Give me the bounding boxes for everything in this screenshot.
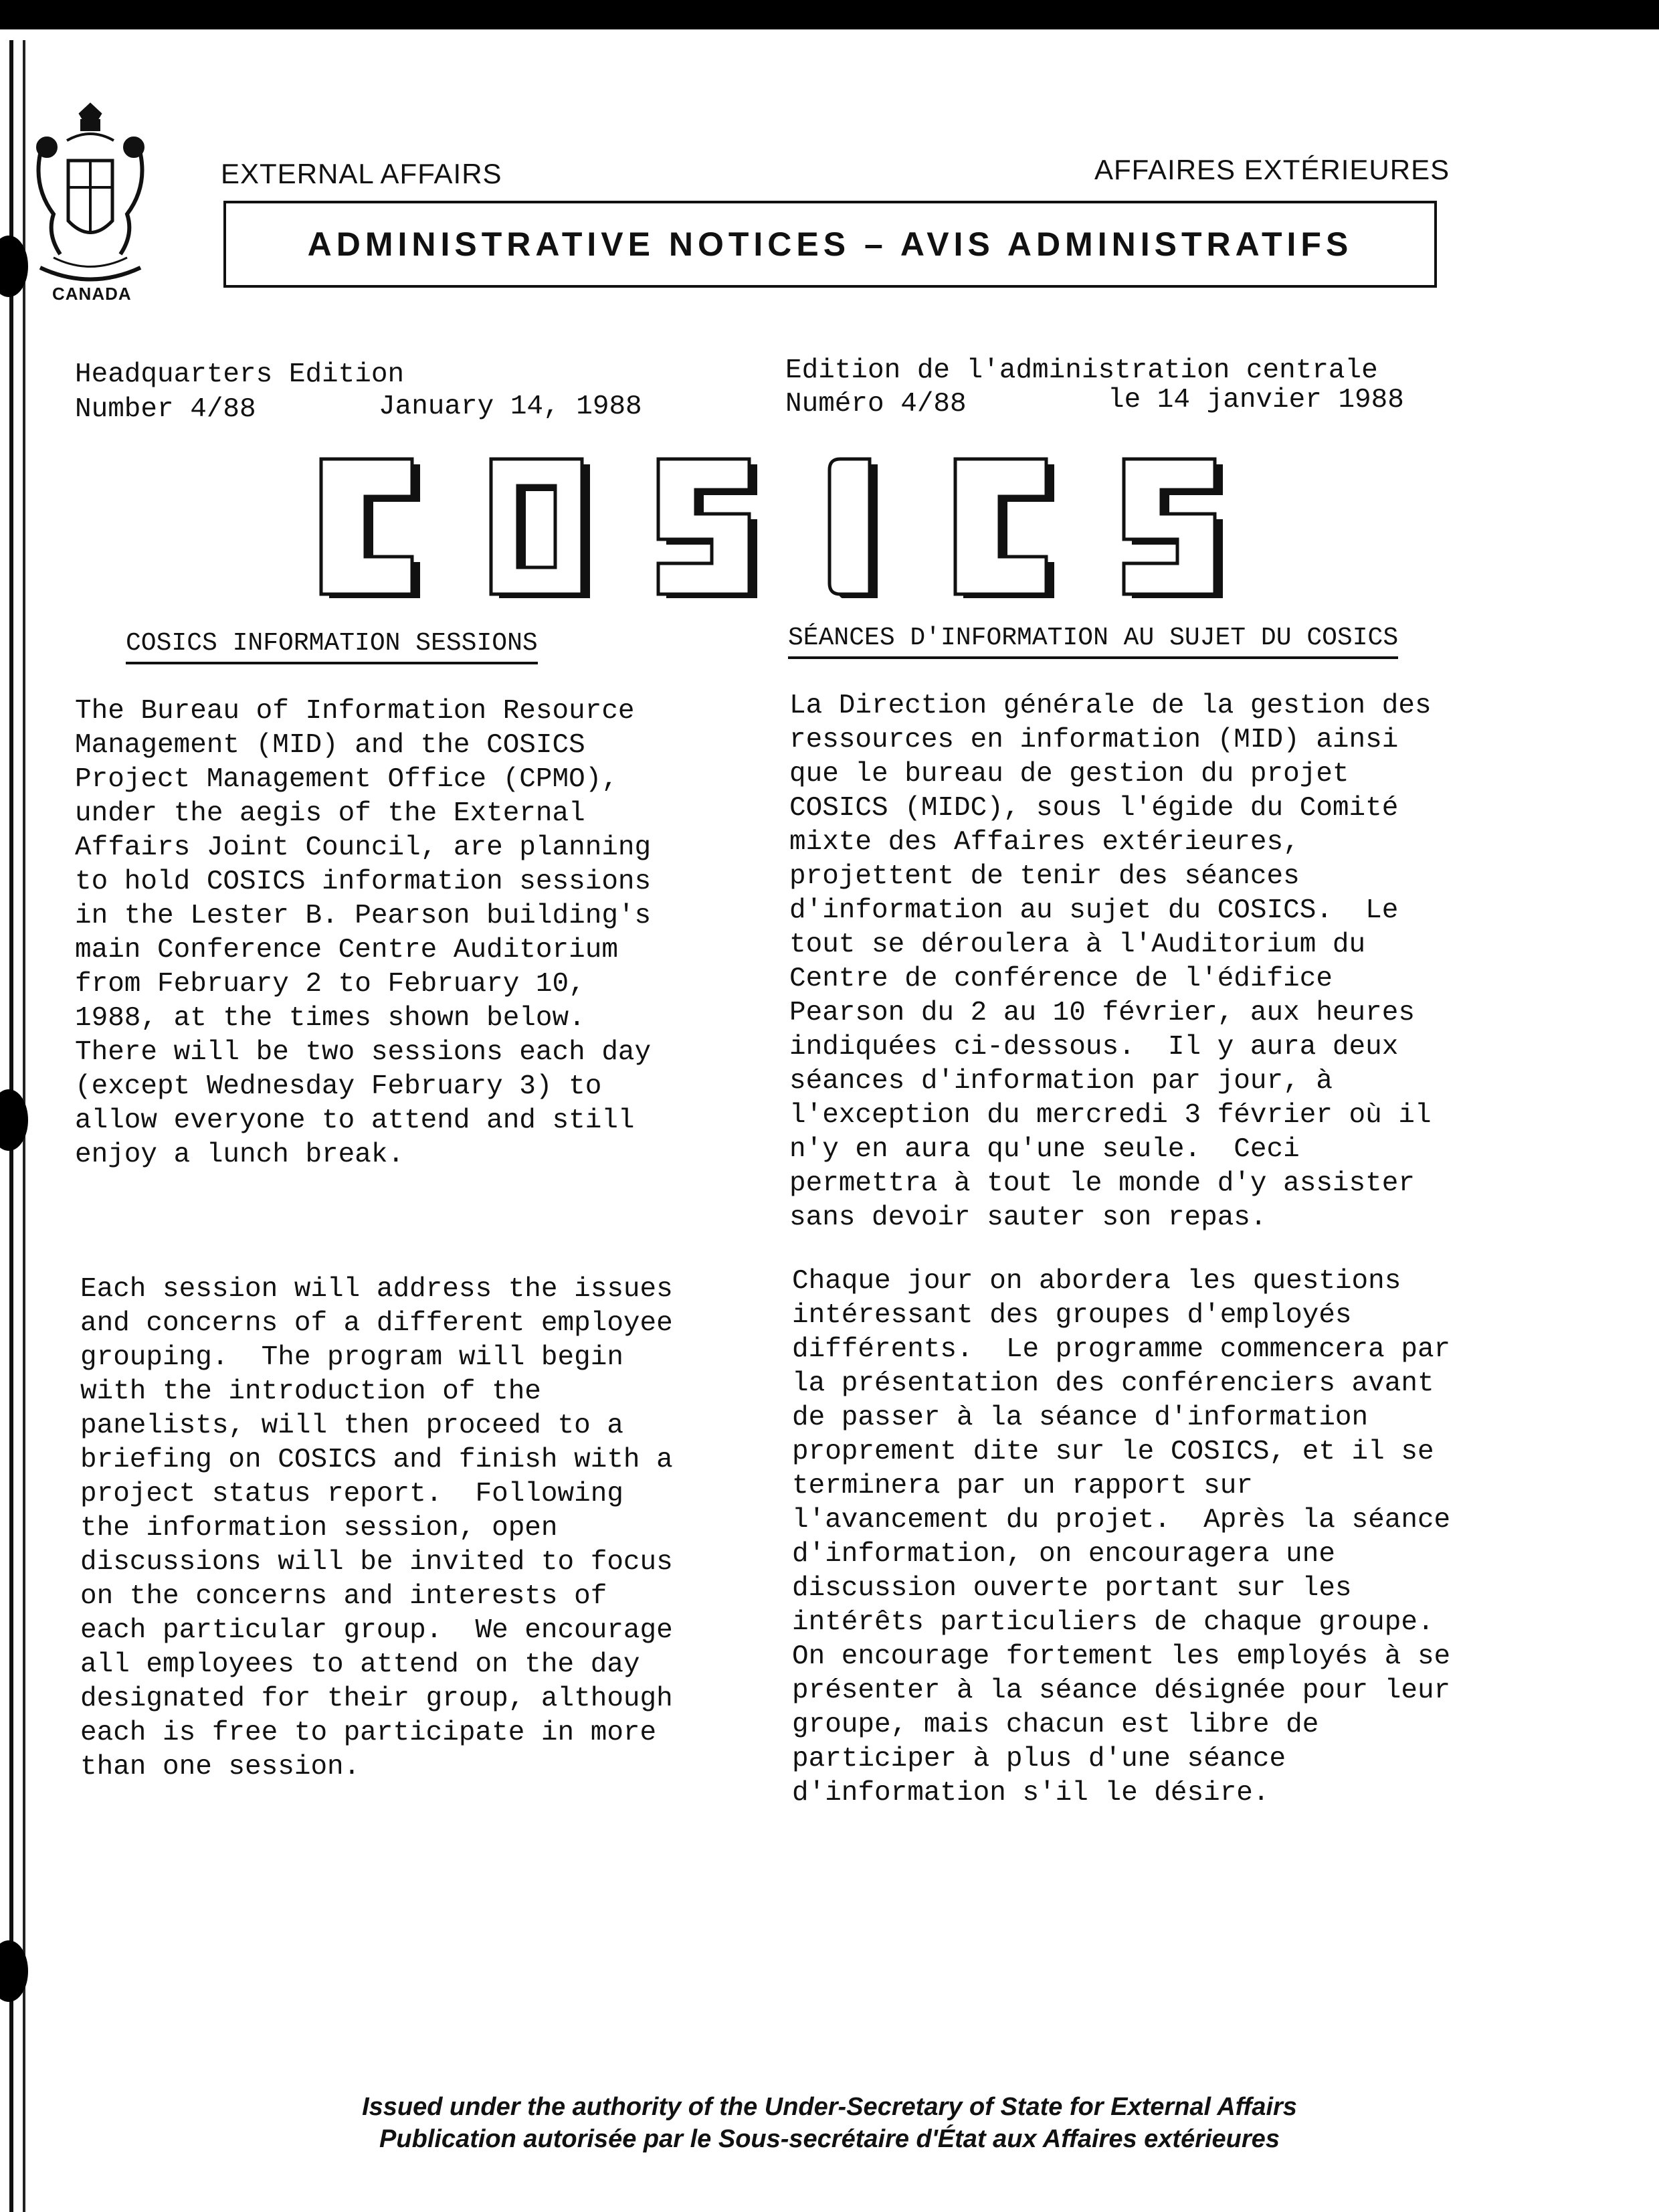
edition-en: Headquarters Edition (75, 359, 405, 390)
logo-letter-s (658, 459, 757, 598)
text-line: Centre de conférence de l'édifice (789, 963, 1333, 994)
text-line: 1988, at the times shown below. (75, 1003, 585, 1034)
date-fr: le 14 janvier 1988 (1108, 385, 1404, 416)
department-name-en: EXTERNAL AFFAIRS (221, 158, 502, 189)
text-line: participer à plus d'une séance (792, 1744, 1286, 1774)
text-line: to hold COSICS information sessions (75, 866, 652, 897)
text-line: Pearson du 2 au 10 février, aux heures (789, 998, 1415, 1028)
text-line: discussions will be invited to focus (80, 1547, 673, 1578)
text-line: intérêts particuliers de chaque groupe. (792, 1607, 1434, 1638)
text-line: séances d'information par jour, à (789, 1066, 1333, 1097)
text-line: panelists, will then proceed to a (80, 1410, 623, 1441)
text-line: discussion ouverte portant sur les (792, 1573, 1352, 1604)
text-line: grouping. The program will begin (80, 1342, 623, 1373)
text-line: de passer à la séance d'information (792, 1402, 1369, 1433)
text-line: On encourage fortement les employés à se (792, 1641, 1451, 1672)
logo-letter-o (491, 459, 590, 598)
text-line: intéressant des groupes d'employés (792, 1300, 1352, 1331)
text-line: La Direction générale de la gestion des (789, 690, 1432, 721)
text-line: l'avancement du projet. Après la séance (792, 1505, 1451, 1536)
department-name-fr: AFFAIRES EXTÉRIEURES (1094, 154, 1450, 185)
text-line: ressources en information (MID) ainsi (789, 725, 1399, 755)
text-line: and concerns of a different employee (80, 1308, 673, 1339)
text-line: briefing on COSICS and finish with a (80, 1445, 673, 1475)
scan-top-edge (0, 0, 1659, 29)
logo-letter-i (830, 459, 878, 598)
paragraph-en-2 (80, 1273, 673, 1784)
heading-en: COSICS INFORMATION SESSIONS (126, 629, 538, 664)
text-line: d'information au sujet du COSICS. Le (789, 895, 1399, 926)
footer-authority-fr: Publication autorisée par le Sous-secrétaire d'État aux Affaires extérieures (379, 2125, 1280, 2153)
text-line: projettent de tenir des séances (789, 861, 1300, 892)
text-line: on the concerns and interests of (80, 1581, 607, 1612)
text-line: Each session will address the issues (80, 1274, 673, 1305)
paragraph-en-1 (75, 695, 651, 1172)
text-line: from February 2 to February 10, (75, 969, 585, 1000)
text-line: The Bureau of Information Resource (75, 696, 635, 727)
cosics-logo (312, 456, 1228, 598)
text-line: groupe, mais chacun est libre de (792, 1710, 1319, 1740)
text-line: with the introduction of the (80, 1376, 541, 1407)
text-line: Affairs Joint Council, are planning (75, 832, 652, 863)
text-line: d'information, on encouragera une (792, 1539, 1335, 1570)
text-line: que le bureau de gestion du projet (789, 759, 1349, 790)
text-line: the information session, open (80, 1513, 558, 1544)
paragraph-fr-2 (792, 1265, 1450, 1811)
text-line: l'exception du mercredi 3 février où il (789, 1100, 1432, 1131)
text-line: Management (MID) and the COSICS (75, 730, 585, 761)
logo-letter-s (1124, 459, 1223, 598)
text-line: proprement dite sur le COSICS, et il se (792, 1437, 1434, 1467)
text-line: d'information s'il le désire. (792, 1778, 1270, 1809)
text-line: in the Lester B. Pearson building's (75, 901, 652, 931)
text-line: indiquées ci-dessous. Il y aura deux (789, 1032, 1399, 1063)
logo-letter-c (955, 459, 1054, 598)
text-line: mixte des Affaires extérieures, (789, 827, 1300, 858)
text-line: COSICS (MIDC), sous l'égide du Comité (789, 793, 1399, 824)
text-line: under the aegis of the External (75, 798, 585, 829)
text-line: each is free to participate in more (80, 1718, 657, 1748)
heading-fr: SÉANCES D'INFORMATION AU SUJET DU COSICS (788, 624, 1398, 659)
text-line: présenter à la séance désignée pour leur (792, 1675, 1451, 1706)
text-line: (except Wednesday February 3) to (75, 1071, 602, 1102)
text-line: permettra à tout le monde d'y assister (789, 1168, 1415, 1199)
edition-fr: Edition de l'administration centrale (785, 355, 1378, 386)
text-line: project status report. Following (80, 1479, 623, 1509)
text-line: than one session. (80, 1752, 361, 1782)
text-line: There will be two sessions each day (75, 1037, 652, 1068)
title-banner (223, 201, 1437, 288)
text-line: allow everyone to attend and still (75, 1105, 635, 1136)
footer-authority-en: Issued under the authority of the Under-Secretary of State for External Affairs (362, 2093, 1297, 2121)
text-line: main Conference Centre Auditorium (75, 935, 618, 965)
text-line: designated for their group, although (80, 1683, 673, 1714)
crest-label: CANADA (52, 284, 132, 304)
text-line: sans devoir sauter son repas. (789, 1202, 1267, 1233)
text-line: Chaque jour on abordera les questions (792, 1266, 1401, 1297)
banner-title: ADMINISTRATIVE NOTICES – AVIS ADMINISTRATIFS (307, 225, 1353, 263)
date-en: January 14, 1988 (379, 391, 642, 422)
text-line: la présentation des conférenciers avant (792, 1368, 1434, 1399)
text-line: n'y en aura qu'une seule. Ceci (789, 1134, 1300, 1165)
number-en: Number 4/88 (75, 394, 256, 425)
text-line: Project Management Office (CPMO), (75, 764, 618, 795)
canada-coat-of-arms-icon (27, 100, 154, 308)
logo-letter-c (321, 459, 420, 598)
text-line: enjoy a lunch break. (75, 1139, 405, 1170)
paragraph-fr-1 (789, 689, 1432, 1235)
text-line: différents. Le programme commencera par (792, 1334, 1451, 1365)
text-line: all employees to attend on the day (80, 1649, 640, 1680)
number-fr: Numéro 4/88 (785, 389, 967, 420)
text-line: terminera par un rapport sur (792, 1471, 1253, 1501)
text-line: tout se déroulera à l'Auditorium du (789, 929, 1366, 960)
text-line: each particular group. We encourage (80, 1615, 673, 1646)
